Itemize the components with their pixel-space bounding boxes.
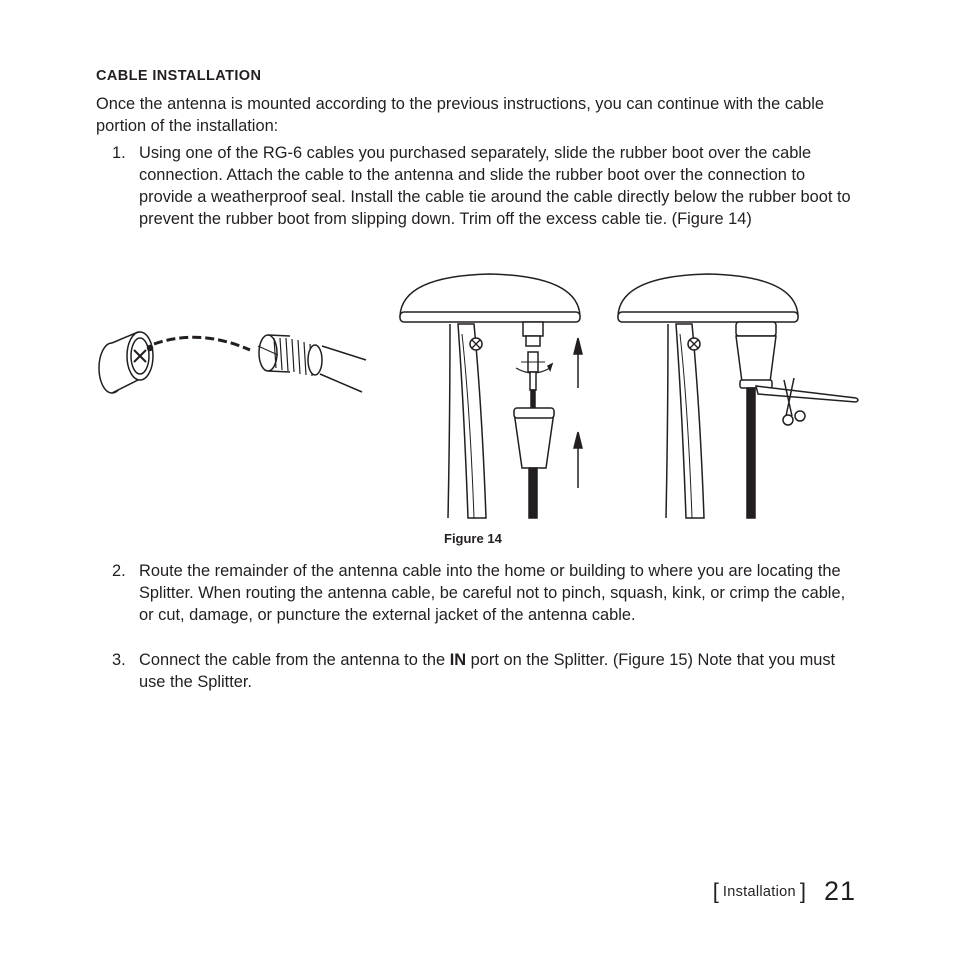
list-item-text: Route the remainder of the antenna cable into the home or building to where you are locating the Splitter. When routing the antenna cable, be careful not to pinch, squash, kink, or crimp the cable, or cut, damage, or puncture the external jacket of the antenna cable. (139, 562, 846, 624)
list-item (112, 560, 857, 626)
list-item-number: 1. (112, 144, 126, 162)
footer-close-bracket: ] (799, 878, 806, 904)
intro-paragraph: Once the antenna is mounted according to the previous instructions, you can continue with the cable portion of the installation: (96, 95, 825, 135)
list-item-text (139, 649, 857, 693)
figure-14-illustration (90, 268, 870, 523)
footer-section-label: Installation (722, 883, 796, 900)
page-footer (713, 876, 856, 912)
list-item-text: Using one of the RG-6 cables you purchased separately, slide the rubber boot over the cable connection. Attach the cable to the antenna and slide the rubber boot over the connection to provide a weatherproof seal. Install the cable tie around the cable directly below the rubber boot to prevent the rubber boot from slipping down. Trim off the excess cable tie. (Figure 14) (139, 144, 851, 228)
section-heading: CABLE INSTALLATION (96, 68, 262, 84)
figure-caption: Figure 14 (444, 531, 502, 546)
list-item (112, 649, 857, 693)
in-port-label: IN (449, 651, 467, 669)
list-item-text-part: port on the Splitter. (Figure 15) Note that you must use the Splitter. (139, 651, 836, 691)
list-item-number: 2. (112, 562, 126, 580)
antenna-boot-assembly-icon (400, 274, 582, 518)
list-item-number: 3. (112, 651, 126, 669)
connector-plug-icon (99, 332, 366, 393)
antenna-cable-tie-scissors-icon (618, 274, 858, 518)
page-number: 21 (823, 876, 856, 906)
list-item (112, 142, 857, 230)
footer-open-bracket: [ (712, 878, 719, 904)
list-item-text-part: Connect the cable from the antenna to the (139, 651, 450, 669)
